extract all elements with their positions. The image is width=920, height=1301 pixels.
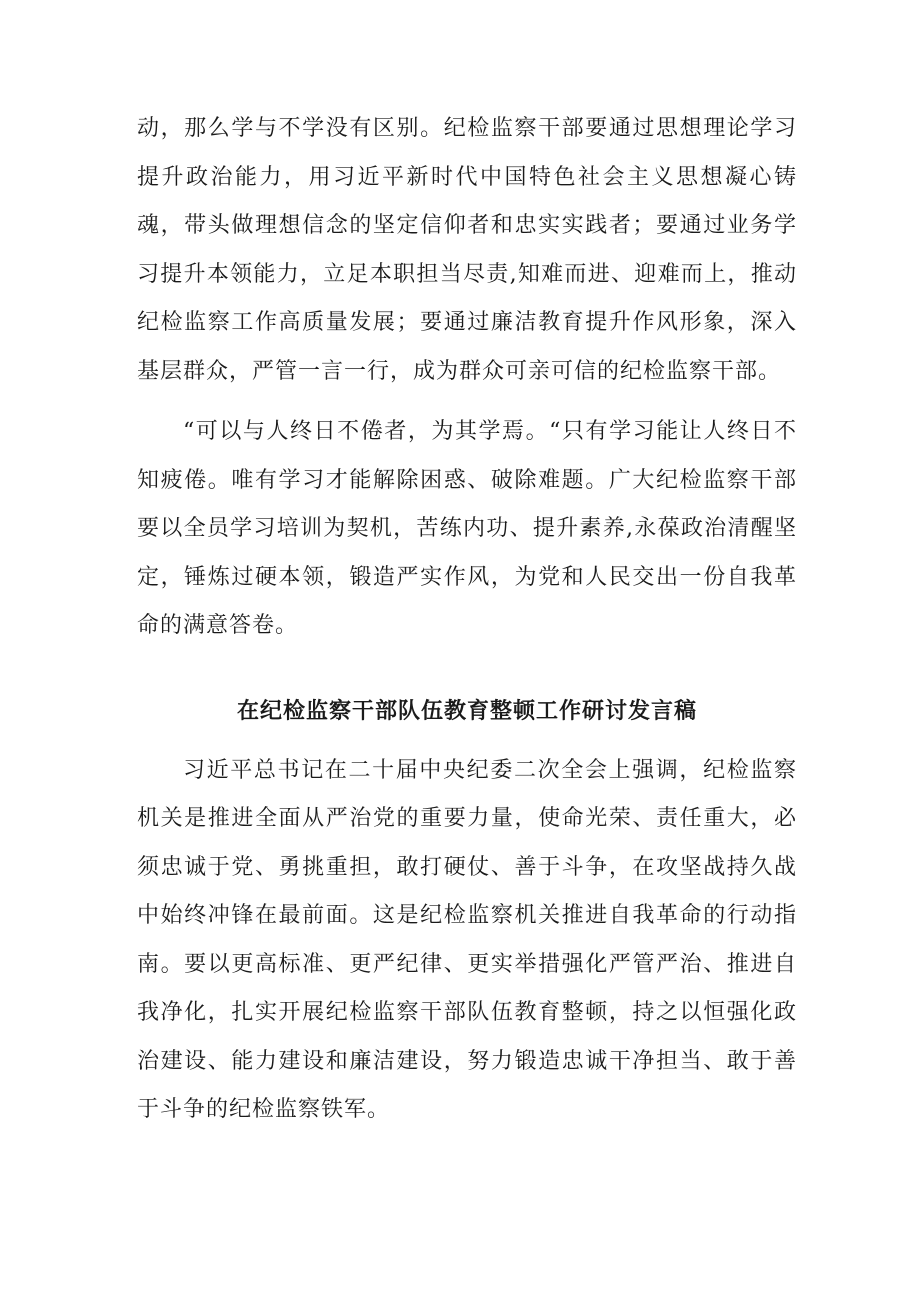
paragraph-body: 习近平总书记在二十届中央纪委二次全会上强调，纪检监察机关是推进全面从严治党的重要力量，使命光荣、责任重大，必须忠诚于党、勇挑重担，敢打硬仗、善于斗争，在攻坚战持久战中始终冲锋在最前面。这是纪检监察机关推进自我革命的行动指南。要以更高标准、更严纪律、更实举措强化严管严治、推进自我净化，扎实开展纪检监察干部队伍教育整顿，持之以恒强化政治建设、能力建设和廉洁建设，努力锻造忠诚干净担当、敢于善于斗争的纪检监察铁军。: [137, 757, 797, 1122]
section-title: 在纪检监察干部队伍教育整顿工作研讨发言稿: [236, 697, 697, 724]
paragraph-continuation: 动，那么学与不学没有区别。纪检监察干部要通过思想理论学习提升政治能力，用习近平新时代中国特色社会主义思想凝心铸魂，带头做理想信念的坚定信仰者和忠实实践者；要通过业务学习提升本领能力，立足本职担当尽责,知难而进、迎难而上，推动纪检监察工作高质量发展；要通过廉洁教育提升作风形象，深入基层群众，严管一言一行，成为群众可亲可信的纪检监察干部。: [137, 116, 797, 384]
document-body: [137, 105, 797, 1135]
paragraph-quote: “可以与人终日不倦者，为其学焉。“只有学习能让人终日不知疲倦。唯有学习才能解除困惑、破除难题。广大纪检监察干部要以全员学习培训为契机，苦练内功、提升素养,永葆政治清醒坚定，锤炼过硬本领，锻造严实作风，为党和人民交出一份自我革命的满意答卷。: [137, 419, 797, 638]
